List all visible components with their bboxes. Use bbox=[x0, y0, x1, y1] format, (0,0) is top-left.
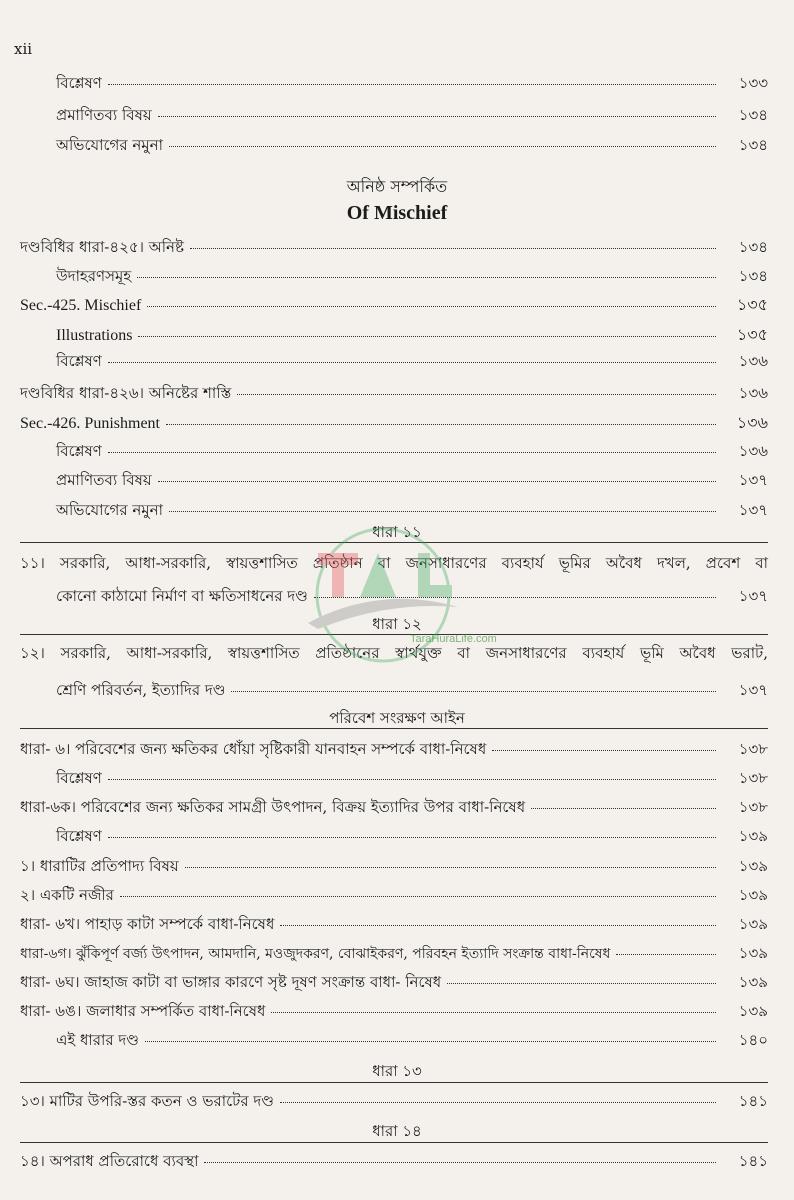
divider bbox=[20, 1082, 768, 1083]
toc-entry-title: অভিযোগের নমুনা bbox=[56, 136, 163, 154]
toc-entry[interactable] bbox=[20, 884, 768, 909]
toc-entry[interactable] bbox=[20, 913, 768, 938]
toc-entry-page: ১৩৮ bbox=[738, 769, 768, 787]
toc-entry-title: বিশ্লেষণ bbox=[56, 442, 102, 460]
section-heading: ধারা ১১ bbox=[372, 523, 422, 541]
toc-entry-title: ২। একটি নজীর bbox=[20, 886, 114, 904]
dot-leader bbox=[190, 248, 716, 249]
toc-entry-title: ধারা-৬ক। পরিবেশের জন্য ক্ষতিকর সামগ্রী উৎপাদন, বিক্রয় ইত্যাদির উপর বাধা-নিষেধ bbox=[20, 798, 526, 816]
dot-leader bbox=[137, 277, 716, 278]
dot-leader bbox=[169, 146, 716, 147]
toc-entry[interactable] bbox=[56, 104, 768, 129]
dot-leader bbox=[166, 424, 716, 425]
toc-entry-page: ১৩৯ bbox=[738, 827, 768, 845]
toc-entry[interactable] bbox=[20, 382, 768, 407]
section-heading-en: Of Mischief bbox=[346, 202, 448, 224]
toc-entry[interactable] bbox=[56, 265, 768, 290]
toc-entry-page: ১৩৯ bbox=[738, 944, 768, 962]
toc-entry[interactable] bbox=[20, 942, 768, 967]
section-heading-bn: অনিষ্ঠ সম্পর্কিত bbox=[346, 177, 448, 196]
divider bbox=[20, 728, 768, 729]
toc-entry-title: ১। ধারাটির প্রতিপাদ্য বিষয় bbox=[20, 857, 179, 875]
toc-entry-page: ১৪০ bbox=[738, 1031, 768, 1049]
toc-entry-title: ধারা- ৬ঘ। জাহাজ কাটা বা ভাঙ্গার কারণে সৃষ্ট দূষণ সংক্রান্ত বাধা- নিষেধ bbox=[20, 973, 442, 991]
toc-entry-page: ১৩৪ bbox=[738, 267, 768, 285]
toc-entry-page: ১৩৭ bbox=[738, 471, 768, 489]
toc-entry-title: ধারা- ৬ঙ। জলাধার সম্পর্কিত বাধা-নিষেধ bbox=[20, 1002, 266, 1020]
toc-entry-page: ১৩৬ bbox=[736, 415, 768, 432]
dot-leader bbox=[158, 481, 716, 482]
toc-entry-title: বিশ্লেষণ bbox=[56, 352, 102, 370]
toc-entry-title: এই ধারার দণ্ড bbox=[56, 1031, 139, 1049]
dot-leader bbox=[158, 116, 716, 117]
dot-leader bbox=[108, 779, 716, 780]
divider bbox=[20, 542, 768, 543]
toc-entry-page: ১৩৭ bbox=[738, 587, 768, 605]
toc-entry[interactable] bbox=[20, 1090, 768, 1115]
dot-leader bbox=[237, 394, 716, 395]
toc-entry-title: দণ্ডবিধির ধারা-৪২৬। অনিষ্টের শাস্তি bbox=[20, 384, 232, 402]
dot-leader bbox=[616, 954, 716, 955]
toc-entry-title: Illustrations bbox=[56, 327, 133, 344]
toc-entry-title: প্রমাণিতব্য বিষয় bbox=[56, 471, 152, 489]
dot-leader bbox=[108, 452, 716, 453]
toc-entry-title: ১৩। মাটির উপরি-স্তর কতন ও ভরাটের দণ্ড bbox=[20, 1092, 274, 1110]
toc-entry[interactable] bbox=[20, 236, 768, 261]
dot-leader bbox=[314, 597, 716, 598]
dot-leader bbox=[531, 808, 716, 809]
toc-entry-title-line1: ১১। সরকারি, আধা-সরকারি, স্বায়ত্তশাসিত প্রতিষ্ঠান বা জনসাধারণের ব্যবহার্য ভূমির অবৈধ দখল, প্রবেশ বা bbox=[20, 554, 768, 572]
toc-entry-title-line1: ১২। সরকারি, আধা-সরকারি, স্বায়ত্তশাসিত প্রতিষ্ঠানের স্বার্থযুক্ত বা জনসাধারণের ব্যবহার্য ভূমি অবৈধ ভরাট, bbox=[20, 644, 768, 662]
toc-entry-page: ১৩৭ bbox=[738, 681, 768, 699]
dot-leader bbox=[145, 1041, 716, 1042]
toc-entry-title-line2: কোনো কাঠামো নির্মাণ বা ক্ষতিসাধনের দণ্ড bbox=[56, 587, 308, 605]
toc-entry-title: ধারা- ৬। পরিবেশের জন্য ক্ষতিকর ধোঁয়া সৃষ্টিকারী যানবাহন সম্পর্কে বাধা-নিষেধ bbox=[20, 740, 487, 758]
section-heading: ধারা ১৩ bbox=[372, 1062, 422, 1080]
toc-entry[interactable] bbox=[56, 72, 768, 97]
toc-entry[interactable] bbox=[56, 134, 768, 159]
toc-entry-title: প্রমাণিতব্য বিষয় bbox=[56, 106, 152, 124]
toc-entry-title: বিশ্লেষণ bbox=[56, 769, 102, 787]
toc-entry[interactable] bbox=[20, 1150, 768, 1175]
toc-entry-title: উদাহরণসমূহ bbox=[56, 267, 132, 285]
dot-leader bbox=[271, 1012, 716, 1013]
divider bbox=[20, 1142, 768, 1143]
toc-entry[interactable] bbox=[20, 552, 768, 610]
toc-entry-title: ধারা- ৬খ। পাহাড় কাটা সম্পর্কে বাধা-নিষেধ bbox=[20, 915, 275, 933]
toc-entry-page: ১৩৯ bbox=[738, 886, 768, 904]
toc-entry[interactable] bbox=[56, 322, 768, 349]
dot-leader bbox=[108, 837, 716, 838]
toc-entry-page: ১৩৯ bbox=[738, 915, 768, 933]
toc-entry[interactable] bbox=[20, 738, 768, 763]
toc-entry[interactable] bbox=[56, 825, 768, 850]
toc-entry-page: ১৩৫ bbox=[736, 297, 768, 314]
toc-entry-page: ১৪১ bbox=[738, 1092, 768, 1110]
toc-entry[interactable] bbox=[56, 350, 768, 375]
page-number: xii bbox=[14, 40, 33, 58]
toc-entry[interactable] bbox=[56, 440, 768, 465]
toc-entry-page: ১৩৮ bbox=[738, 798, 768, 816]
toc-entry-title: দণ্ডবিধির ধারা-৪২৫। অনিষ্ট bbox=[20, 238, 184, 256]
toc-entry-page: ১৩৬ bbox=[738, 352, 768, 370]
dot-leader bbox=[169, 511, 716, 512]
toc-entry-page: ১৩৪ bbox=[738, 136, 768, 154]
dot-leader bbox=[108, 362, 716, 363]
toc-entry[interactable] bbox=[20, 410, 768, 437]
toc-entry-page: ১৩৯ bbox=[738, 1002, 768, 1020]
toc-entry-title: ১৪। অপরাধ প্রতিরোধে ব্যবস্থা bbox=[20, 1152, 199, 1170]
toc-entry-page: ১৩৮ bbox=[738, 740, 768, 758]
toc-entry-title: ধারা-৬গ। ঝুঁকিপূর্ণ বর্জ্য উৎপাদন, আমদানি, মওজুদকরণ, বোঝাইকরণ, পরিবহন ইত্যাদি সংক্রান্ত বাধা-নিষেধ bbox=[20, 946, 611, 962]
toc-entry[interactable] bbox=[20, 642, 768, 704]
toc-entry-page: ১৩৫ bbox=[736, 327, 768, 344]
dot-leader bbox=[231, 691, 716, 692]
divider bbox=[20, 634, 768, 635]
dot-leader bbox=[185, 867, 716, 868]
toc-entry-page: ১৩৯ bbox=[738, 857, 768, 875]
toc-entry-title: বিশ্লেষণ bbox=[56, 827, 102, 845]
section-heading: ধারা ১৪ bbox=[372, 1122, 422, 1140]
dot-leader bbox=[492, 750, 716, 751]
toc-entry[interactable] bbox=[20, 796, 768, 821]
toc-entry-page: ১৩৬ bbox=[738, 384, 768, 402]
dot-leader bbox=[120, 896, 716, 897]
section-heading: ধারা ১২ bbox=[372, 615, 422, 633]
dot-leader bbox=[280, 925, 716, 926]
toc-entry-page: ১৩৬ bbox=[738, 442, 768, 460]
toc-entry[interactable] bbox=[20, 292, 768, 319]
section-heading: পরিবেশ সংরক্ষণ আইন bbox=[329, 709, 465, 727]
toc-entry-page: ১৩৪ bbox=[738, 106, 768, 124]
toc-entry[interactable] bbox=[56, 1029, 768, 1054]
toc-entry[interactable] bbox=[56, 469, 768, 494]
toc-entry-page: ১৩৪ bbox=[738, 238, 768, 256]
toc-entry[interactable] bbox=[20, 855, 768, 880]
toc-entry-title: অভিযোগের নমুনা bbox=[56, 501, 163, 519]
dot-leader bbox=[147, 306, 716, 307]
dot-leader bbox=[204, 1162, 716, 1163]
toc-entry-title: Sec.-425. Mischief bbox=[20, 297, 142, 314]
toc-entry-title-line2: শ্রেণি পরিবর্তন, ইত্যাদির দণ্ড bbox=[56, 681, 226, 699]
dot-leader bbox=[138, 336, 716, 337]
toc-entry-page: ১৩৯ bbox=[738, 973, 768, 991]
dot-leader bbox=[108, 84, 716, 85]
toc-entry-page: ১৪১ bbox=[738, 1152, 768, 1170]
toc-entry-title: Sec.-426. Punishment bbox=[20, 415, 160, 432]
toc-entry-page: ১৩৭ bbox=[738, 501, 768, 519]
toc-entry-title: বিশ্লেষণ bbox=[56, 74, 102, 92]
toc-entry[interactable] bbox=[20, 1000, 768, 1025]
dot-leader bbox=[447, 983, 716, 984]
toc-entry[interactable] bbox=[56, 767, 768, 792]
toc-entry-page: ১৩৩ bbox=[738, 74, 768, 92]
watermark-site: TaraHuraLife.com bbox=[410, 633, 497, 645]
dot-leader bbox=[280, 1102, 716, 1103]
toc-entry[interactable] bbox=[20, 971, 768, 996]
